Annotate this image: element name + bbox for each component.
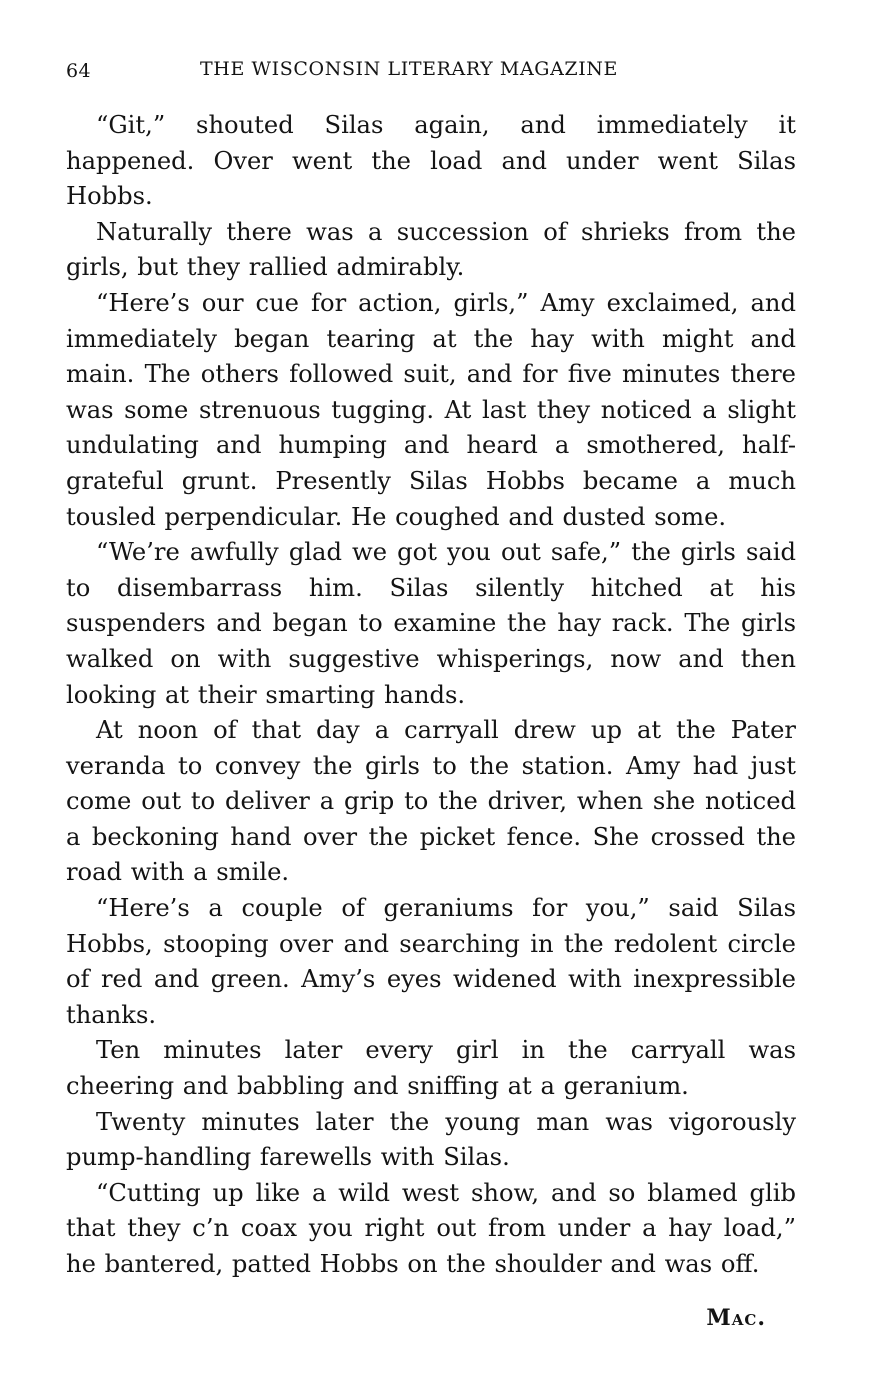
paragraph: “We’re awfully glad we got you out safe,” the girls said to disembarrass him. Silas silently hitched at his suspenders and began to examine the hay rack. The girls walked on with suggestive whisperings, now and then looking at their smarting hands. — [66, 538, 796, 709]
paragraph: “Git,” shouted Silas again, and immediately it happened. Over went the load and under went Silas Hobbs. — [66, 111, 796, 211]
paragraph: At noon of that day a carryall drew up at the Pater veranda to convey the girls to the station. Amy had just come out to deliver a grip to the driver, when she noticed a beckoning hand over the picket fence. She crossed the road with a smile. — [66, 716, 796, 887]
article-body — [66, 108, 796, 1283]
page-number: 64 — [66, 60, 91, 82]
paragraph: Ten minutes later every girl in the carryall was cheering and babbling and sniffing at a geranium. — [66, 1036, 796, 1101]
paragraph: Twenty minutes later the young man was vigorously pump-handling farewells with Silas. — [66, 1107, 796, 1172]
paragraph: “Here’s a couple of geraniums for you,” said Silas Hobbs, stooping over and searching in the redolent circle of red and green. Amy’s eyes widened with inexpressible thanks. — [66, 894, 796, 1029]
author-signature: Mac. — [706, 1304, 766, 1331]
running-title: THE WISCONSIN LITERARY MAGAZINE — [200, 58, 618, 80]
paragraph: “Cutting up like a wild west show, and so blamed glib that they c’n coax you right out from under a hay load,” he bantered, patted Hobbs on the shoulder and was off. — [66, 1178, 796, 1278]
paragraph: Naturally there was a succession of shrieks from the girls, but they rallied admirably. — [66, 217, 796, 282]
page-header — [66, 50, 796, 90]
paragraph: “Here’s our cue for action, girls,” Amy exclaimed, and immediately began tearing at the hay with might and main. The others followed suit, and for five minutes there was some strenuous tugging. At last they noticed a slight undulating and humping and heard a smothered, half-grateful grunt. Presently Silas Hobbs became a much tousled perpendicular. He coughed and dusted some. — [66, 288, 796, 531]
document-page — [66, 50, 796, 1331]
